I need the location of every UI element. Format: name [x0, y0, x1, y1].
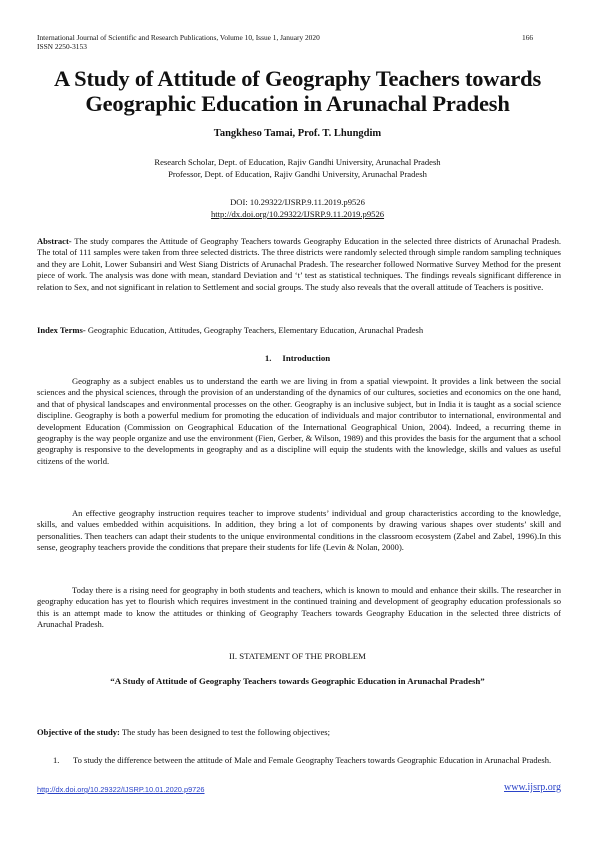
intro-paragraph-3: Today there is a rising need for geography in both students and teachers, which is known to mould and enhance their skills. The researcher in geography education has yet to flourish which requires investment in the continued training and development of geography education professionals so this is an attempt made to know the attitudes or thinking of Geography Teachers towards Geography Education in the selected three districts of Arunachal Pradesh.	[37, 585, 561, 630]
doi: DOI: 10.29322/IJSRP.9.11.2019.p9526	[230, 197, 365, 207]
abstract	[37, 236, 561, 293]
running-header	[37, 33, 320, 51]
paper-title	[30, 66, 565, 116]
affiliation-1: Research Scholar, Dept. of Education, Rajiv Gandhi University, Arunachal Pradesh	[154, 157, 441, 167]
objective-item-text: To study the difference between the attitude of Male and Female Geography Teachers towards Geographic Education in Arunachal Pradesh.	[73, 755, 552, 765]
section-heading-problem: II. STATEMENT OF THE PROBLEM	[228, 651, 367, 661]
problem-statement: “A Study of Attitude of Geography Teachers towards Geographic Education in Arunachal Pradesh”	[110, 676, 485, 686]
abstract-text: The study compares the Attitude of Geography Teachers towards Geography Education in the selected three districts of Arunachal Pradesh. The total of 111 samples were taken from three selected districts. The three districts were randomly selected through simple random sampling techniques and they are Lohit, Lower Subansiri and West Siang Districts of Arunachal Pradesh. The researcher followed Normative Survey Method for the present piece of work. The analysis was done with mean, standard Deviation and ‘t’ test as statistical techniques. The findings reveals significant difference in relation to Sex, and not significant in relation to Settlement and social groups. The study also reveals that the overall attitude of Teachers is positive.	[37, 236, 561, 292]
title-line-1: A Study of Attitude of Geography Teachers towards	[53, 66, 542, 91]
abstract-label: Abstract-	[37, 236, 72, 246]
title-line-2: Geographic Education in Arunachal Pradesh	[85, 91, 510, 116]
index-terms-text: Geographic Education, Attitudes, Geography Teachers, Elementary Education, Arunachal Pradesh	[85, 325, 424, 335]
index-terms-label: Index Terms-	[37, 325, 86, 335]
objective-item-number: 1.	[53, 755, 60, 765]
section-heading-introduction: 1. Introduction	[264, 353, 331, 363]
page-number: 166	[522, 33, 534, 42]
authors: Tangkheso Tamai, Prof. T. Lhungdim	[213, 128, 382, 139]
footer-website-link[interactable]: www.ijsrp.org	[504, 782, 561, 793]
objective-label: Objective of the study:	[37, 727, 120, 737]
affiliation-2: Professor, Dept. of Education, Rajiv Gandhi University, Arunachal Pradesh	[168, 169, 427, 179]
doi-link-wrap	[0, 208, 595, 220]
issn: ISSN 2250-3153	[37, 42, 87, 51]
intro-paragraph-2: An effective geography instruction requires teacher to improve students’ individual and group characteristics according to the knowledge, skills, and values embedded within acquisitions. In addition, they bring a lot of components by drawing various shapes over students’ skill and personalities. Then teachers can adapt their students to the unique environmental conditions in the classroom ecosystem (Zabel and Zabel, 1996).In this sense, geography teachers provide the conditions that prepare their students for life (Levin & Nolan, 2000).	[37, 508, 561, 553]
doi-link[interactable]: http://dx.doi.org/10.29322/IJSRP.9.11.2019.p9526	[210, 209, 385, 219]
journal-line: International Journal of Scientific and Research Publications, Volume 10, Issue 1, January 2020	[37, 33, 320, 42]
footer-doi-link[interactable]: http://dx.doi.org/10.29322/IJSRP.10.01.2020.p9726	[37, 785, 205, 794]
intro-paragraph-1: Geography as a subject enables us to understand the earth we are living in from a spatial viewpoint. It provides a link between the social sciences and the physical sciences, through the provision of an understanding of the dynamics of our cultures, societies and economics on the one hand, and that of physical landscapes and environmental processes on the other. Geography is an inclusive subject, but in India it is taught as a social science discipline. Geography is both a powerful medium for promoting the education of individuals and major contributor to international, environmental and development Education (Commission on Geographical Education of the International Geographical Union, 2004). Indeed, a recurring theme in geography is the way people organize and use the environment (Fien, Gerber, & Wilson, 1989) and this provides the basis for the argument that a school geography is responsive to the developments in geography and as a discipline will equip the students with the knowledge, skills and values as useful citizens of the world.	[37, 376, 561, 466]
index-terms	[37, 325, 561, 336]
objective-intro	[37, 727, 561, 738]
objective-text: The study has been designed to test the following objectives;	[119, 727, 331, 737]
